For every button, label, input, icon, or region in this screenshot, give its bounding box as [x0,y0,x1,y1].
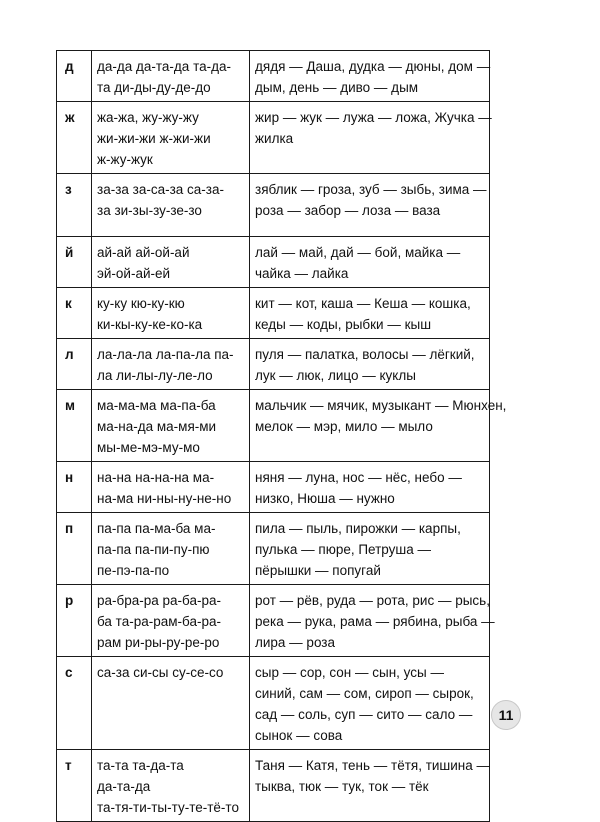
syllable-line: ба та-ра-рам-ба-ра- [97,614,221,629]
syllables-cell [92,462,250,513]
words-cell [250,585,495,657]
table-row [57,288,490,339]
word-line: сыр — сор, сон — сын, усы — [255,665,444,680]
syllable-line: на-на на-на-на ма- [97,470,215,485]
word-line: рот — рёв, руда — рота, рис — рысь, [255,593,490,608]
syllable-line: за-за за-са-за са-за- [97,182,224,197]
table-row [57,339,490,390]
words-cell [250,462,490,513]
word-line: сынок — сова [255,728,343,743]
syllable-line: ла ли-лы-лу-ле-ло [97,368,213,383]
word-line: пуля — палатка, волосы — лёгкий, [255,347,475,362]
word-line: мальчик — мячик, музыкант — Мюнхен, [255,398,507,413]
letter-cell: з [57,174,92,237]
word-line: река — рука, рама — рябина, рыба — [255,614,495,629]
syllable-line: ла-ла-ла ла-па-ла па- [97,347,234,362]
word-line: кеды — коды, рыбки — кыш [255,317,432,332]
syllable-line: та-та та-да-та [97,758,184,773]
syllable-line: па-па па-пи-пу-пю [97,542,210,557]
letter-cell: м [57,390,92,462]
word-line: кит — кот, каша — Кеша — кошка, [255,296,471,311]
syllable-line: ку-ку кю-ку-кю [97,296,185,311]
letter-cell: р [57,585,92,657]
letter-cell: с [57,657,92,750]
letter-cell: й [57,237,92,288]
word-line: лира — роза [255,635,335,650]
word-line: пила — пыль, пирожки — карпы, [255,521,461,536]
word-line: зяблик — гроза, зуб — зыбь, зима — [255,182,487,197]
page-number-badge: 11 [491,700,521,730]
words-cell [250,750,490,822]
syllable-line: ма-ма-ма ма-па-ба [97,398,216,413]
syllable-line: та-тя-ти-ты-ту-те-тё-то [97,800,239,815]
syllable-line: пе-пэ-па-по [97,563,170,578]
table-row [57,174,490,237]
syllables-cell [92,288,250,339]
table-row [57,657,490,750]
syllable-line: па-па па-ма-ба ма- [97,521,216,536]
words-cell [250,657,490,750]
syllables-cell [92,339,250,390]
letter-cell: ж [57,102,92,174]
table-row [57,585,490,657]
letter-cell: д [57,51,92,102]
word-line: дым, день — диво — дым [255,80,419,95]
letter-cell: к [57,288,92,339]
table-row [57,237,490,288]
words-cell [250,174,490,237]
letter-cell: п [57,513,92,585]
syllable-line: ж-жу-жук [97,152,153,167]
syllable-line: за зи-зы-зу-зе-зо [97,203,202,218]
word-line: чайка — лайка [255,266,349,281]
syllable-line: да-да да-та-да та-да- [97,59,231,74]
letter-cell: л [57,339,92,390]
words-cell [250,390,507,462]
word-line: лай — май, дай — бой, майка — [255,245,461,260]
syllable-line: са-за си-сы су-се-со [97,665,224,680]
syllables-cell [92,237,250,288]
syllables-cell [92,51,250,102]
syllable-line: жи-жи-жи ж-жи-жи [97,131,211,146]
syllable-line: та ди-ды-ду-де-до [97,80,211,95]
syllable-line: ра-бра-ра ра-ба-ра- [97,593,221,608]
syllable-line: мы-ме-мэ-му-мо [97,440,200,455]
letter-cell: н [57,462,92,513]
syllables-cell [92,585,250,657]
word-line: роза — забор — лоза — ваза [255,203,441,218]
syllables-cell [92,174,250,237]
syllables-cell [92,750,250,822]
table-row [57,513,490,585]
word-line: Таня — Катя, тень — тётя, тишина — [255,758,491,773]
table-row [57,750,490,822]
syllable-line: на-ма ни-ны-ну-не-но [97,491,232,506]
letter-cell: т [57,750,92,822]
word-line: синий, сам — сом, сироп — сырок, [255,686,474,701]
syllable-line: рам ри-ры-ру-ре-ро [97,635,220,650]
words-cell [250,237,490,288]
word-line: лук — люк, лицо — куклы [255,368,416,383]
table-row [57,51,490,102]
word-line: няня — луна, нос — нёс, небо — [255,470,462,485]
words-cell [250,102,490,174]
table-row [57,390,490,462]
word-line: тыква, тюк — тук, ток — тёк [255,779,429,794]
words-cell [250,339,490,390]
syllable-line: ки-кы-ку-ке-ко-ка [97,317,203,332]
word-line: дядя — Даша, дудка — дюны, дом — [255,59,491,74]
syllable-line: ай-ай ай-ой-ай [97,245,190,260]
words-cell [250,51,490,102]
syllables-cell [92,102,250,174]
word-line: низко, Нюша — нужно [255,491,395,506]
syllable-line: эй-ой-ай-ей [97,266,171,281]
syllable-line: жа-жа, жу-жу-жу [97,110,199,125]
word-line: жилка [255,131,294,146]
syllable-line: ма-на-да ма-мя-ми [97,419,217,434]
word-line: пёрышки — попугай [255,563,381,578]
table-row [57,462,490,513]
words-cell [250,513,490,585]
word-line: мелок — мэр, мило — мыло [255,419,433,434]
word-line: жир — жук — лужа — ложа, Жучка — [255,110,492,125]
syllables-cell [92,513,250,585]
syllable-line: да-та-да [97,779,151,794]
syllables-cell [92,657,250,750]
word-line: сад — соль, суп — сито — сало — [255,707,473,722]
words-cell [250,288,490,339]
word-line: пулька — пюре, Петруша — [255,542,431,557]
table-row [57,102,490,174]
syllables-cell [92,390,250,462]
